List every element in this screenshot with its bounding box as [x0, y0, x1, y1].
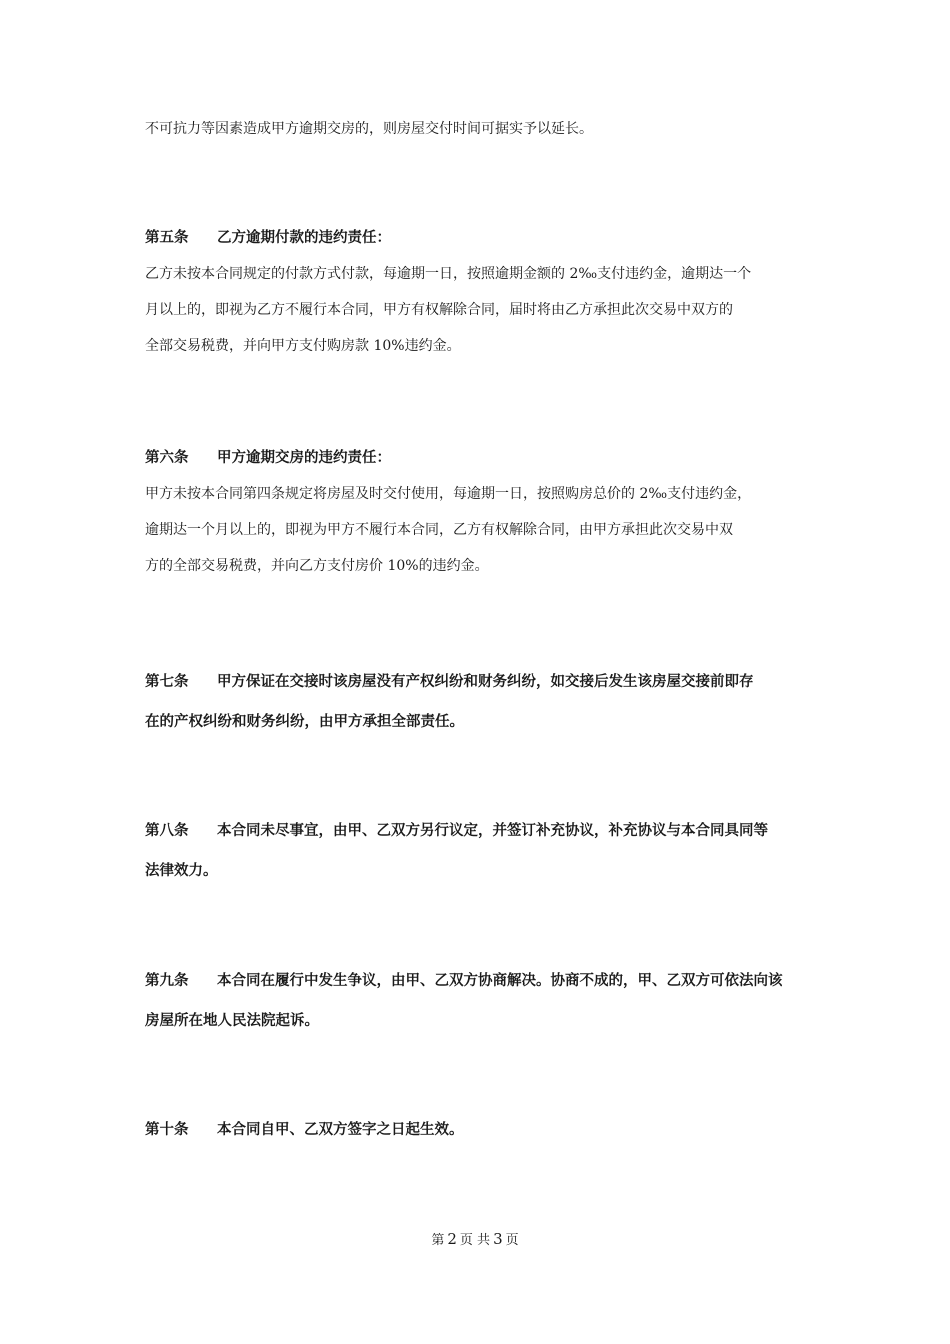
- article-number: 第八条: [145, 822, 189, 839]
- article-5: [145, 227, 810, 371]
- page-current: 2: [447, 1230, 457, 1248]
- article-7: [145, 671, 810, 751]
- paragraph-line: 第七条 甲方保证在交接时该房屋没有产权纠纷和财务纠纷，如交接后发生该房屋交接前即存: [145, 671, 810, 693]
- article-heading: [145, 227, 810, 249]
- article-number: 第六条: [145, 449, 189, 466]
- paragraph-line: 第九条 本合同在履行中发生争议，由甲、乙双方协商解决。协商不成的，甲、乙双方可依法向该: [145, 970, 810, 992]
- article-10: [145, 1119, 810, 1159]
- paragraph-line: 逾期达一个月以上的，即视为甲方不履行本合同，乙方有权解除合同，由甲方承担此次交易中双: [145, 522, 733, 538]
- paragraph-line: 乙方未按本合同规定的付款方式付款，每逾期一日，按照逾期金额的 2‰支付违约金，逾期达一个: [145, 266, 752, 282]
- paragraph-line: 在的产权纠纷和财务纠纷，由甲方承担全部责任。: [145, 713, 464, 730]
- paragraph-line: 房屋所在地人民法院起诉。: [145, 1012, 319, 1029]
- paragraph-line: 月以上的，即视为乙方不履行本合同，甲方有权解除合同，届时将由乙方承担此次交易中双方的: [145, 302, 733, 318]
- article-8: [145, 820, 810, 900]
- article-6: [145, 447, 810, 591]
- article-number: 第十条: [145, 1121, 189, 1138]
- page-footer: [0, 1229, 950, 1248]
- paragraph-line: 第八条 本合同未尽事宜，由甲、乙双方另行议定，并签订补充协议，补充协议与本合同具同等: [145, 820, 810, 842]
- paragraph-line: 甲方未按本合同第四条规定将房屋及时交付使用，每逾期一日，按照购房总价的 2‰支付违约金，: [145, 486, 752, 502]
- page-suffix: 页: [505, 1233, 519, 1248]
- article-number: 第五条: [145, 229, 189, 246]
- article-heading: [145, 447, 810, 469]
- intro-paragraph: [145, 118, 810, 140]
- page-total: 3: [493, 1230, 503, 1248]
- paragraph-line: 方的全部交易税费，并向乙方支付房价 10%的违约金。: [145, 558, 489, 574]
- page-prefix: 第: [431, 1233, 445, 1248]
- paragraph-line: 不可抗力等因素造成甲方逾期交房的，则房屋交付时间可据实予以延长。: [145, 121, 593, 137]
- article-number: 第九条: [145, 972, 189, 989]
- paragraph-line: 第十条 本合同自甲、乙双方签字之日起生效。: [145, 1119, 810, 1141]
- page-mid: 页 共: [459, 1233, 491, 1248]
- paragraph-line: 法律效力。: [145, 862, 218, 879]
- article-title: 乙方逾期付款的违约责任：: [217, 229, 391, 246]
- article-9: [145, 970, 810, 1050]
- paragraph-line: 全部交易税费，并向甲方支付购房款 10%违约金。: [145, 338, 461, 354]
- article-title: 甲方逾期交房的违约责任：: [217, 449, 391, 466]
- article-number: 第七条: [145, 673, 189, 690]
